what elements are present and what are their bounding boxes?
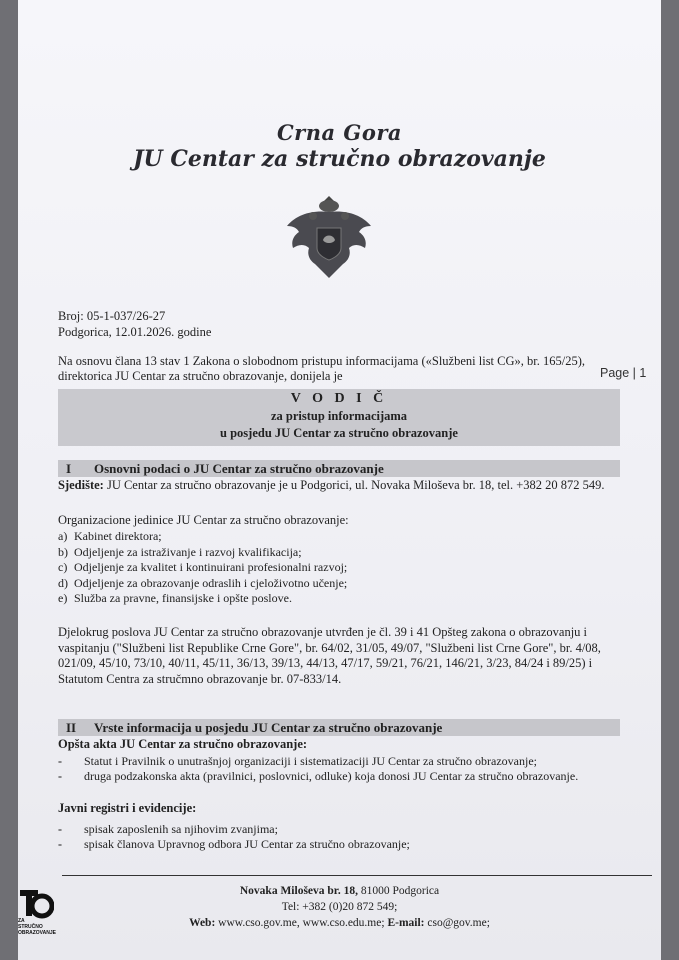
section-2-title: Vrste informacija u posjedu JU Centar za stručno obrazovanje [94, 720, 443, 735]
title-subtitle-2: u posjedu JU Centar za stručno obrazovanje [220, 426, 458, 440]
seat-label: Sjedište: [58, 478, 104, 492]
bullet-text: druga podzakonska akta (pravilnici, poslovnici, odluke) koja donosi JU Centar za stručno obrazovanje. [84, 769, 579, 783]
section-2-heading [58, 719, 620, 736]
general-acts-list [58, 754, 618, 784]
bullet-dash-icon: - [58, 837, 62, 851]
unit-list-label: d) [58, 575, 68, 590]
seat-paragraph [58, 478, 613, 494]
footer-web-link[interactable]: www.cso.gov.me, www.cso.edu.me; [215, 917, 385, 929]
unit-list-label: c) [58, 560, 68, 574]
bullet-item [58, 769, 618, 784]
unit-list-item [58, 529, 598, 545]
unit-list-label: b) [58, 544, 68, 559]
footer-address-street: Novaka Miloševa br. 18, [239, 885, 358, 897]
unit-list-text: Odjeljenje za istraživanje i razvoj kvalifikacija; [74, 544, 302, 559]
unit-list-item [58, 576, 598, 592]
section-2-number: II [66, 720, 77, 735]
general-acts-label: Opšta akta JU Centar za stručno obrazovanje: [58, 737, 308, 751]
unit-list-text: Odjeljenje za obrazovanje odraslih i cjeloživotno učenje; [74, 575, 348, 590]
intro-paragraph: Na osnovu člana 13 stav 1 Zakona o slobodnom pristupu informacijama («Službeni list CG», br. 165/25), direktorica JU Centar za stručno obrazovanje, donijela je [58, 354, 586, 383]
unit-list-item [58, 545, 598, 561]
registers-list [58, 822, 618, 852]
unit-list-text: Odjeljenje za kvalitet i kontinuirani profesionalni razvoj; [74, 560, 348, 574]
bullet-dash-icon: - [58, 822, 62, 836]
footer-email-label: E-mail: [384, 917, 425, 929]
document-page [18, 0, 661, 960]
section-1-title: Osnovni podaci o JU Centar za stručno obrazovanje [94, 461, 384, 476]
unit-list-label: e) [58, 591, 68, 605]
section-1-heading [58, 460, 620, 477]
title-vodic: V O D I Č [290, 391, 388, 406]
unit-list-text: Služba za pravne, finansijske i opšte poslove. [74, 591, 292, 605]
header-country: Crna Gora [276, 120, 403, 145]
seat-text: JU Centar za stručno obrazovanje je u Podgorici, ul. Novaka Miloševa br. 18, tel. +382 20 872 549. [106, 478, 605, 492]
bullet-text: Statut i Pravilnik o unutrašnjoj organizaciji i sistematizaciji JU Centar za stručno obrazovanje; [84, 754, 537, 768]
logo-caption: ZA STRUČNO OBRAZOVANJE [18, 918, 56, 936]
units-intro: Organizacione jedinice JU Centar za stručno obrazovanje: [58, 513, 349, 527]
footer-web-label: Web: [189, 917, 216, 929]
footer-phone: Tel: +382 (0)20 872 549; [281, 901, 398, 913]
bullet-text: spisak zaposlenih sa njihovim zvanjima; [84, 822, 278, 836]
bullet-item [58, 822, 618, 837]
footer-divider [62, 875, 652, 876]
document-title-box [58, 389, 620, 446]
footer-web-email [18, 916, 661, 931]
page-number: Page | 1 [600, 366, 647, 380]
coat-of-arms-icon [283, 192, 375, 284]
section-1-number: I [66, 461, 72, 476]
header-institution: JU Centar za stručno obrazovanje [133, 146, 546, 172]
title-subtitle-1: za pristup informacijama [270, 409, 408, 423]
bullet-item [58, 837, 618, 852]
unit-list-label: a) [58, 529, 68, 543]
footer-address [18, 884, 661, 899]
unit-list-item [58, 560, 598, 576]
bullet-dash-icon: - [58, 754, 62, 768]
bullet-item [58, 754, 618, 769]
registers-label: Javni registri i evidencije: [58, 801, 197, 815]
document-number: Broj: 05-1-037/26-27 [58, 309, 166, 323]
footer-email-link[interactable]: cso@gov.me; [424, 917, 490, 929]
units-list [58, 529, 598, 607]
unit-list-item [58, 591, 598, 607]
bullet-dash-icon: - [58, 769, 62, 783]
scope-paragraph: Djelokrug poslova JU Centar za stručno obrazovanje utvrđen je čl. 39 i 41 Opšteg zakona o obrazovanju i vaspitanju ("Službeni list Republike Crne Gore", br. 64/02, 31/05, 49/07, "Službeni list Crne Gore", br. 4/08, 021/09, 45/10, 73/10, 40/11, 45/11, 36/13, 39/13, 44/13, 47/17, 59/21, 76/21, 146/21, 3/23, 84/24 i 89/25) i Statutom Centra za stručmno obrazovanje br. 07-833/14. [58, 625, 601, 686]
footer-address-city: 81000 Podgorica [357, 885, 440, 897]
document-place-date: Podgorica, 12.01.2026. godine [58, 325, 212, 339]
bullet-text: spisak članova Upravnog odbora JU Centar za stručno obrazovanje; [84, 837, 410, 851]
unit-list-text: Kabinet direktora; [74, 529, 162, 543]
